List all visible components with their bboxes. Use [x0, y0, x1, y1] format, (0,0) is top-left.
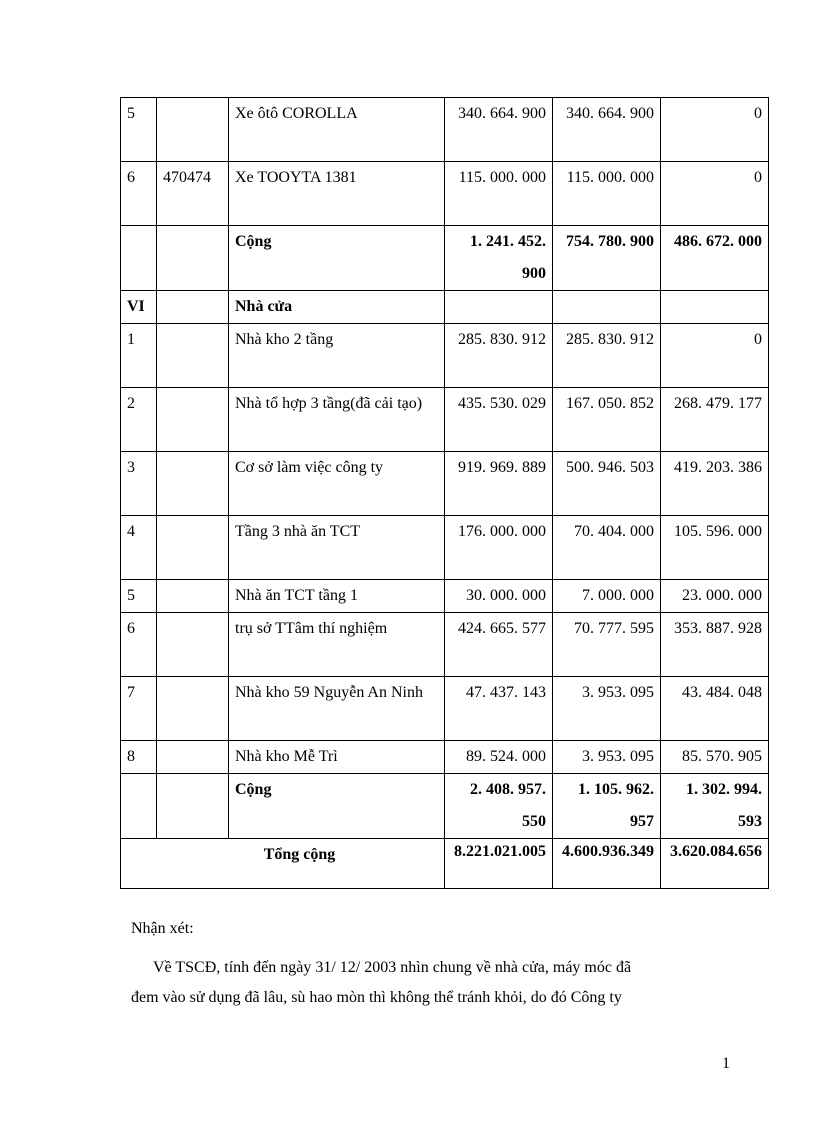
table-row [121, 516, 769, 580]
table-cell-c2 [157, 291, 229, 324]
table-cell-c4: 89. 524. 000 [445, 741, 553, 774]
table-cell-c4: 1. 241. 452. 900 [445, 226, 553, 291]
table-cell-c6: 23. 000. 000 [661, 580, 769, 613]
table-cell-c2 [157, 388, 229, 452]
table-cell-c3: Cộng [229, 774, 445, 839]
table-cell-c5: 500. 946. 503 [553, 452, 661, 516]
table-cell-c1: 8 [121, 741, 157, 774]
table-row [121, 452, 769, 516]
table-cell-c6 [661, 291, 769, 324]
table-row [121, 324, 769, 388]
table-cell-c6: 486. 672. 000 [661, 226, 769, 291]
table-cell-c6: 1. 302. 994. 593 [661, 774, 769, 839]
table-row [121, 98, 769, 162]
table-cell-c5: 115. 000. 000 [553, 162, 661, 226]
table-cell-c2 [157, 677, 229, 741]
table-cell-c3: Nhà cửa [229, 291, 445, 324]
table-cell-c5: 340. 664. 900 [553, 98, 661, 162]
table-cell-c2 [157, 98, 229, 162]
table-cell-c1: 3 [121, 452, 157, 516]
table-cell-c2 [157, 580, 229, 613]
table-cell-c3: Nhà kho 59 Nguyễn An Ninh [229, 677, 445, 741]
table-cell-c5: 285. 830. 912 [553, 324, 661, 388]
table-row [121, 677, 769, 741]
table-cell-c2: 470474 [157, 162, 229, 226]
remark-title: Nhận xét: [131, 920, 194, 937]
table-cell-c4: 2. 408. 957. 550 [445, 774, 553, 839]
total-c6: 3.620.084.656 [661, 839, 769, 889]
table-cell-c6: 105. 596. 000 [661, 516, 769, 580]
table-cell-c1 [121, 226, 157, 291]
table-cell-c2 [157, 452, 229, 516]
table-cell-c4 [445, 291, 553, 324]
total-c4: 8.221.021.005 [445, 839, 553, 889]
table-cell-c2 [157, 613, 229, 677]
table-cell-c4: 115. 000. 000 [445, 162, 553, 226]
table-cell-c1: VI [121, 291, 157, 324]
table-row [121, 162, 769, 226]
table-cell-c3: Xe ôtô COROLLA [229, 98, 445, 162]
table-cell-c5: 1. 105. 962. 957 [553, 774, 661, 839]
table-cell-c3: Nhà tổ hợp 3 tầng(đã cải tạo) [229, 388, 445, 452]
table-cell-c4: 340. 664. 900 [445, 98, 553, 162]
table-cell-c1: 6 [121, 613, 157, 677]
table-cell-c6: 0 [661, 162, 769, 226]
table-cell-c5: 7. 000. 000 [553, 580, 661, 613]
table-cell-c3: Nhà ăn TCT tầng 1 [229, 580, 445, 613]
table-row [121, 774, 769, 839]
table-cell-c4: 424. 665. 577 [445, 613, 553, 677]
table-cell-c6: 353. 887. 928 [661, 613, 769, 677]
table-cell-c1: 5 [121, 98, 157, 162]
asset-table [120, 97, 769, 889]
table-cell-c6: 43. 484. 048 [661, 677, 769, 741]
table-cell-c2 [157, 324, 229, 388]
table-cell-c6: 0 [661, 324, 769, 388]
table-cell-c5: 167. 050. 852 [553, 388, 661, 452]
table-cell-c4: 285. 830. 912 [445, 324, 553, 388]
table-row [121, 291, 769, 324]
table-cell-c2 [157, 741, 229, 774]
page-number: 1 [722, 1055, 730, 1072]
table-cell-c5: 70. 777. 595 [553, 613, 661, 677]
paragraph-line-2: đem vào sử dụng đã lâu, sù hao mòn thì không thể tránh khỏi, do đó Công ty [131, 989, 622, 1006]
table-cell-c2 [157, 516, 229, 580]
table-cell-c1: 4 [121, 516, 157, 580]
table-cell-c3: Cơ sở làm việc công ty [229, 452, 445, 516]
table-cell-c1: 2 [121, 388, 157, 452]
total-c5: 4.600.936.349 [553, 839, 661, 889]
table-cell-c3: Nhà kho Mễ Trì [229, 741, 445, 774]
table-cell-c1: 1 [121, 324, 157, 388]
table-cell-c5: 70. 404. 000 [553, 516, 661, 580]
table-cell-c2 [157, 774, 229, 839]
table-cell-c5 [553, 291, 661, 324]
table-row [121, 741, 769, 774]
table-cell-c3: Tầng 3 nhà ăn TCT [229, 516, 445, 580]
table-row [121, 580, 769, 613]
paragraph-line-1: Về TSCĐ, tính đến ngày 31/ 12/ 2003 nhìn chung về nhà cửa, máy móc đã [153, 959, 632, 976]
table-cell-c6: 419. 203. 386 [661, 452, 769, 516]
table-cell-c4: 435. 530. 029 [445, 388, 553, 452]
table-cell-c6: 268. 479. 177 [661, 388, 769, 452]
table-cell-c3: trụ sở TTâm thí nghiệm [229, 613, 445, 677]
table-cell-c6: 0 [661, 98, 769, 162]
table-cell-c1 [121, 774, 157, 839]
table-cell-c3: Nhà kho 2 tầng [229, 324, 445, 388]
table-cell-c1: 6 [121, 162, 157, 226]
table-cell-c5: 754. 780. 900 [553, 226, 661, 291]
table-cell-c1: 5 [121, 580, 157, 613]
table-cell-c3: Xe TOOYTA 1381 [229, 162, 445, 226]
table-row [121, 613, 769, 677]
table-cell-c1: 7 [121, 677, 157, 741]
table-cell-c5: 3. 953. 095 [553, 677, 661, 741]
table-cell-c6: 85. 570. 905 [661, 741, 769, 774]
total-row [121, 839, 769, 889]
table-cell-c5: 3. 953. 095 [553, 741, 661, 774]
table-cell-c3: Cộng [229, 226, 445, 291]
table-cell-c2 [157, 226, 229, 291]
table-cell-c4: 176. 000. 000 [445, 516, 553, 580]
total-label: Tổng cộng [121, 839, 445, 889]
table-cell-c4: 919. 969. 889 [445, 452, 553, 516]
table-cell-c4: 47. 437. 143 [445, 677, 553, 741]
table-row [121, 388, 769, 452]
table-cell-c4: 30. 000. 000 [445, 580, 553, 613]
table-row [121, 226, 769, 291]
